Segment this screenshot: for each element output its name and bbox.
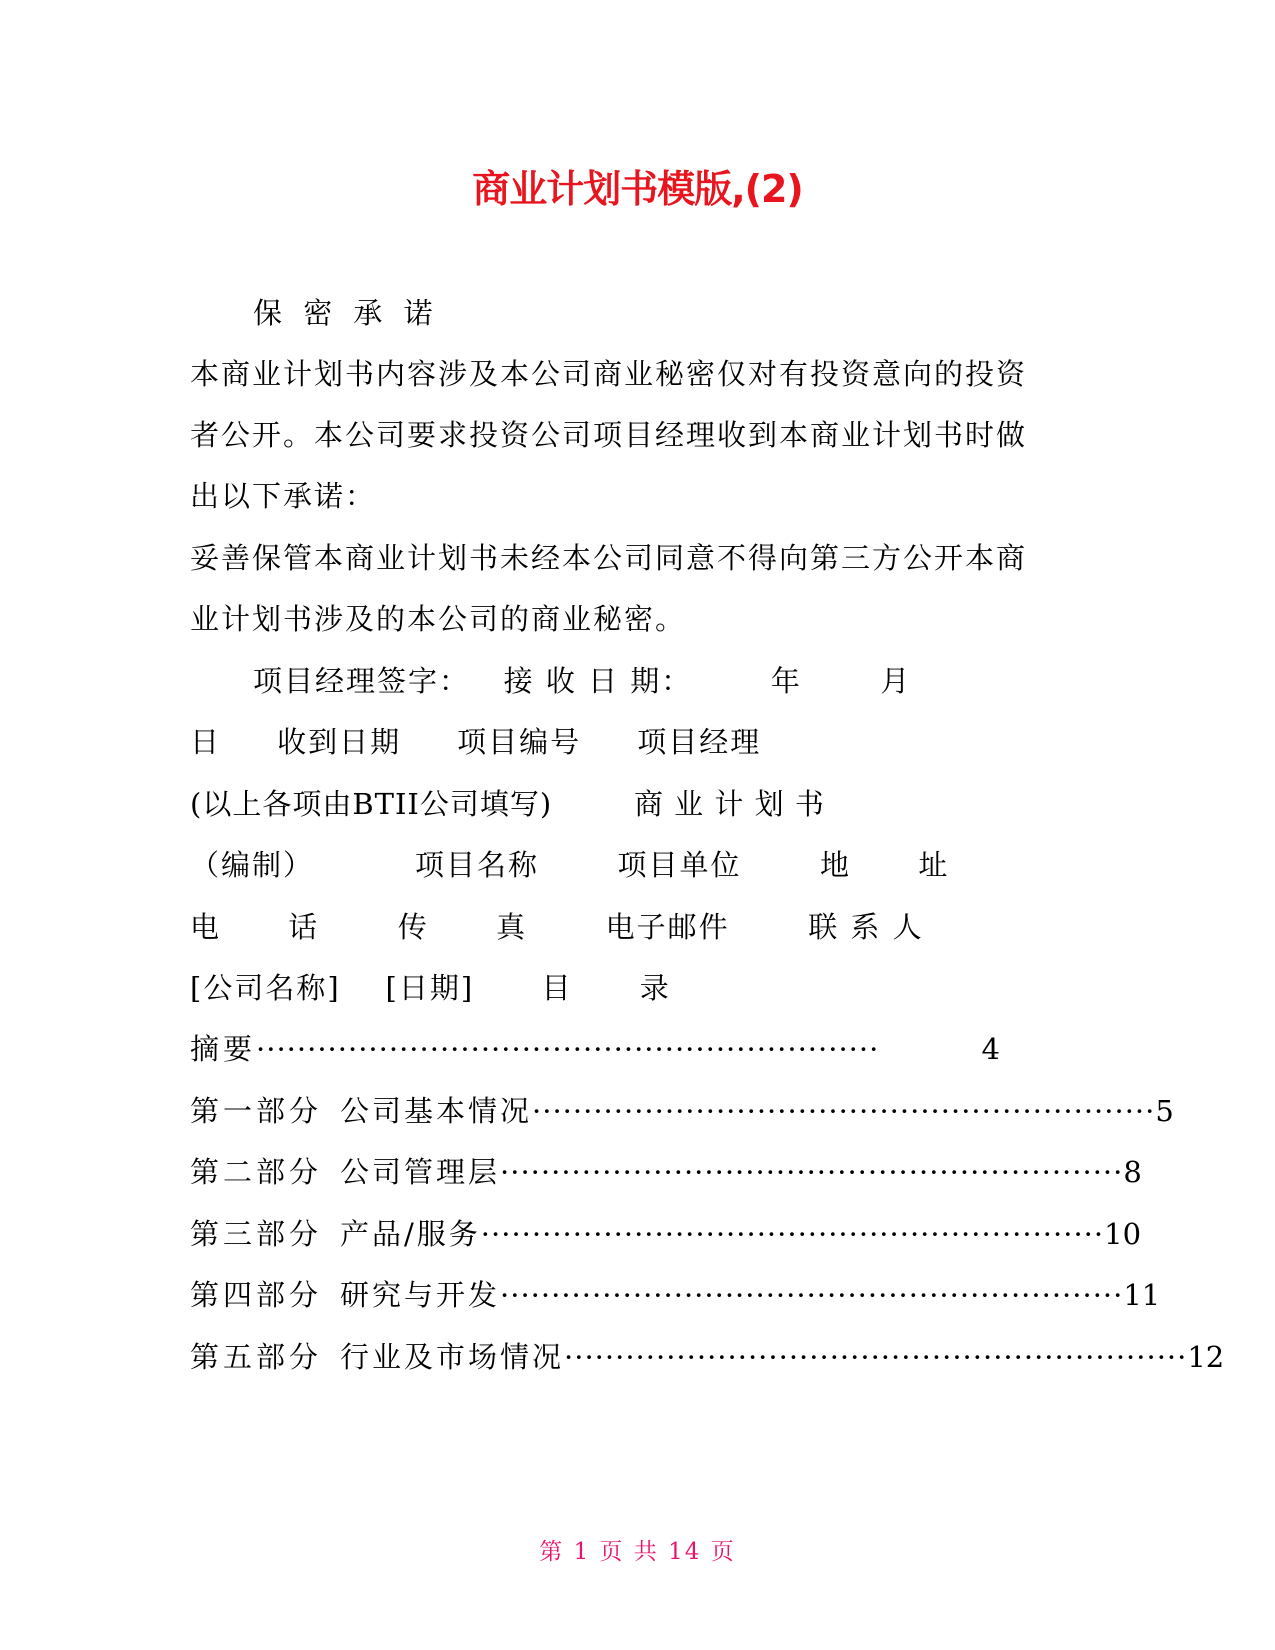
paragraph-line: 出以下承诺： (190, 479, 377, 513)
toc-page-number: 5 (1155, 1094, 1174, 1128)
toc-page-number: 12 (1187, 1340, 1225, 1374)
toc-label: 摘要 (190, 1032, 257, 1066)
toc-page-number: 4 (981, 1032, 1000, 1066)
receipt-line: 日 收到日期 项目编号 项目经理 (190, 725, 762, 759)
page-indicator: 第 1 页 共 14 页 (539, 1539, 736, 1565)
toc-row (190, 1275, 1161, 1315)
confidentiality-heading: 保 密 承 诺 (253, 296, 439, 330)
toc-leader-dots: ····························································· (532, 1094, 1156, 1128)
paragraph-line: 业计划书涉及的本公司的商业秘密。 (190, 602, 687, 636)
toc-leader-dots: ····························································· (256, 1032, 880, 1066)
toc-title: 产品/服务 (340, 1217, 481, 1251)
toc-leader-dots: ····························································· (564, 1340, 1188, 1374)
toc-label: 第一部分 (190, 1094, 323, 1128)
toc-title: 行业及市场情况 (340, 1340, 565, 1374)
toc-leader-dots: ····························································· (500, 1155, 1124, 1189)
toc-page-number: 11 (1123, 1278, 1161, 1312)
toc-label: 第五部分 (190, 1340, 323, 1374)
signature-line: 项目经理签字： 接 收 日 期： 年 月 (253, 664, 912, 698)
toc-title: 公司基本情况 (340, 1094, 533, 1128)
toc-page-number: 8 (1123, 1155, 1142, 1189)
toc-leader-dots: ····························································· (480, 1217, 1105, 1251)
toc-label: 第三部分 (190, 1217, 323, 1251)
compile-line: （编制） 项目名称 项目单位 地 址 (190, 848, 950, 882)
toc-title: 研究与开发 (340, 1278, 501, 1312)
toc-label: 第二部分 (190, 1155, 323, 1189)
toc-title: 公司管理层 (340, 1155, 501, 1189)
toc-row (190, 1152, 1142, 1192)
toc-leader-dots: ····························································· (500, 1278, 1124, 1312)
paragraph-line: 妥善保管本商业计划书未经本公司同意不得向第三方公开本商 (190, 541, 1028, 575)
document-title: 商业计划书模版,(2) (472, 167, 803, 211)
company-date-line: [公司名称] [日期] 目 录 (190, 971, 671, 1005)
fill-note-line: (以上各项由BTII公司填写) 商 业 计 划 书 (190, 787, 825, 821)
toc-row (190, 1029, 1000, 1069)
toc-page-number: 10 (1104, 1217, 1142, 1251)
paragraph-line: 者公开。本公司要求投资公司项目经理收到本商业计划书时做 (190, 418, 1028, 452)
contact-line: 电 话 传 真 电子邮件 联 系 人 (190, 910, 924, 944)
toc-row (190, 1337, 1225, 1377)
toc-row (190, 1214, 1142, 1254)
toc-label: 第四部分 (190, 1278, 323, 1312)
toc-row (190, 1091, 1174, 1131)
paragraph-line: 本商业计划书内容涉及本公司商业秘密仅对有投资意向的投资 (190, 357, 1028, 391)
